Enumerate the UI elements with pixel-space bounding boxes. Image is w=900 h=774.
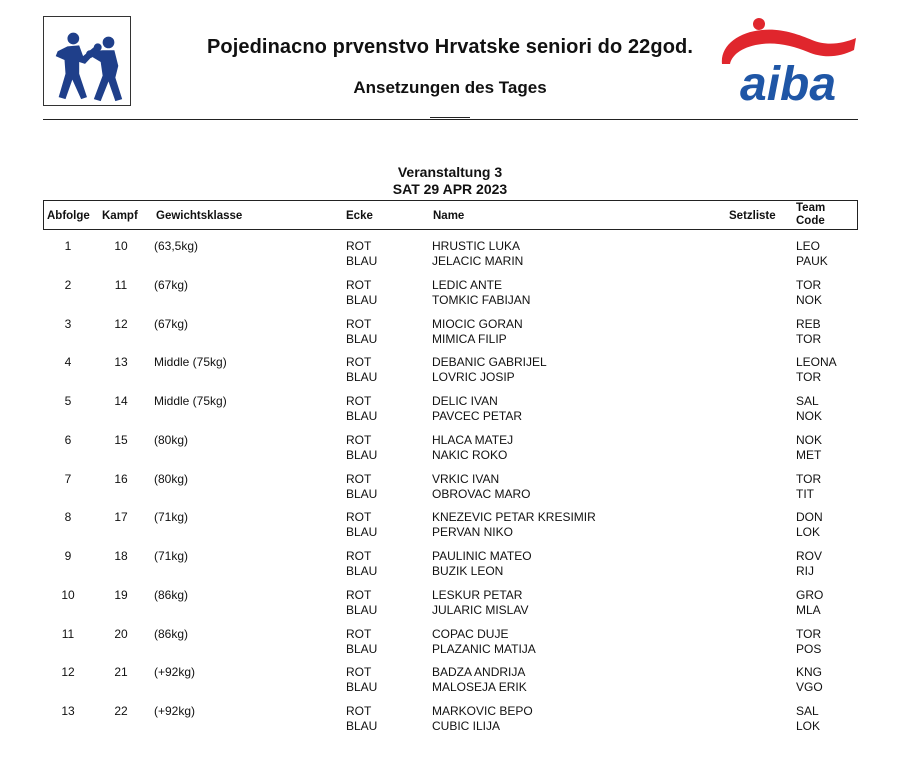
bout-name-rot: DELIC IVAN: [432, 394, 498, 408]
bout-gewichtsklasse: (86kg): [154, 587, 189, 602]
col-abfolge: Abfolge: [47, 210, 90, 222]
bout-kampf: 21: [114, 665, 128, 680]
bout-ecke-rot: ROT: [346, 665, 372, 680]
bout-kampf: 12: [114, 316, 128, 331]
col-gewichtsklasse: Gewichtsklasse: [156, 210, 243, 222]
bout-ecke-blau: BLAU: [346, 486, 378, 501]
bout-ecke-rot: ROT: [346, 704, 372, 718]
bout-ecke-rot: ROT: [346, 587, 372, 602]
bout-team-rot: KNG: [796, 665, 823, 680]
table-row: [0, 355, 900, 387]
bout-team-rot: REB: [796, 316, 821, 331]
bout-team-rot: ROV: [796, 549, 823, 563]
bout-team-rot: LEO: [796, 239, 821, 253]
table-row: [0, 278, 900, 310]
bout-team-rot: TOR: [796, 471, 822, 486]
bout-gewichtsklasse: (71kg): [154, 549, 189, 563]
bout-kampf: 18: [114, 549, 128, 563]
bout-team-rot: SAL: [796, 394, 819, 408]
bout-name-rot: KNEZEVIC PETAR KRESIMIR: [432, 510, 596, 525]
bout-ecke-blau: BLAU: [346, 525, 378, 540]
bout-ecke-blau: BLAU: [346, 370, 378, 385]
bout-ecke-blau: BLAU: [346, 641, 378, 656]
bout-gewichtsklasse: (80kg): [154, 471, 189, 486]
bout-gewichtsklasse: (71kg): [154, 510, 189, 525]
bout-name-blau: CUBIC ILIJA: [432, 719, 501, 733]
header-divider-mark: [430, 117, 470, 118]
col-ecke: Ecke: [346, 210, 373, 222]
bout-team-blau: LOK: [796, 525, 821, 540]
table-row: [0, 472, 900, 504]
col-team-line2: Code: [796, 215, 825, 227]
bout-gewichtsklasse: (67kg): [154, 277, 189, 292]
bout-abfolge: 11: [61, 626, 75, 641]
bout-name-blau: TOMKIC FABIJAN: [432, 292, 531, 307]
bout-gewichtsklasse: (+92kg): [154, 665, 196, 680]
bout-ecke-blau: BLAU: [346, 254, 378, 268]
bout-name-rot: MIOCIC GORAN: [432, 316, 523, 331]
bout-kampf: 13: [114, 355, 128, 370]
bout-abfolge: 7: [64, 471, 72, 486]
bout-ecke-rot: ROT: [346, 355, 372, 370]
bout-abfolge: 4: [64, 355, 72, 370]
bout-ecke-rot: ROT: [346, 432, 372, 447]
bout-team-rot: TOR: [796, 626, 822, 641]
bout-name-rot: LEDIC ANTE: [432, 277, 503, 292]
bout-name-blau: MALOSEJA ERIK: [432, 680, 527, 695]
table-row: [0, 704, 900, 736]
bout-name-blau: PAVCEC PETAR: [432, 409, 523, 423]
bout-gewichtsklasse: Middle (75kg): [154, 394, 227, 408]
bout-abfolge: 9: [64, 549, 72, 563]
bout-name-rot: HLACA MATEJ: [432, 432, 514, 447]
bout-name-blau: BUZIK LEON: [432, 564, 504, 578]
page-subtitle: Ansetzungen des Tages: [353, 78, 547, 97]
bout-team-blau: MLA: [796, 602, 821, 617]
bout-kampf: 20: [114, 626, 128, 641]
table-row: [0, 510, 900, 542]
bout-ecke-blau: BLAU: [346, 292, 378, 307]
bout-abfolge: 10: [61, 587, 75, 602]
col-name: Name: [433, 210, 465, 222]
bout-abfolge: 6: [64, 432, 72, 447]
bout-kampf: 10: [114, 239, 128, 253]
bout-team-blau: MET: [796, 447, 822, 462]
col-team-code: [796, 202, 825, 228]
bout-name-rot: LESKUR PETAR: [432, 587, 523, 602]
bout-team-blau: NOK: [796, 292, 823, 307]
bout-ecke-rot: ROT: [346, 394, 372, 408]
bout-team-blau: NOK: [796, 409, 823, 423]
bout-kampf: 19: [114, 587, 128, 602]
bout-kampf: 17: [114, 510, 128, 525]
bout-kampf: 11: [114, 277, 128, 292]
bout-ecke-rot: ROT: [346, 549, 372, 563]
bout-ecke-rot: ROT: [346, 626, 372, 641]
bout-abfolge: 5: [64, 394, 72, 408]
bout-abfolge: 1: [64, 239, 72, 253]
bout-team-rot: NOK: [796, 432, 823, 447]
bout-ecke-rot: ROT: [346, 316, 372, 331]
bout-ecke-rot: ROT: [346, 510, 372, 525]
bout-ecke-blau: BLAU: [346, 680, 378, 695]
bout-abfolge: 2: [64, 277, 72, 292]
aiba-dot: [753, 18, 765, 30]
bout-name-blau: JELACIC MARIN: [432, 254, 524, 268]
bout-abfolge: 13: [61, 704, 75, 718]
bout-ecke-blau: BLAU: [346, 602, 378, 617]
bout-kampf: 16: [114, 471, 128, 486]
bout-name-blau: NAKIC ROKO: [432, 447, 508, 462]
bout-kampf: 14: [114, 394, 128, 408]
event-heading: [0, 164, 900, 198]
bout-ecke-rot: ROT: [346, 471, 372, 486]
bout-team-blau: LOK: [796, 719, 821, 733]
bout-team-blau: VGO: [796, 680, 823, 695]
table-row: [0, 549, 900, 581]
bout-ecke-blau: BLAU: [346, 409, 378, 423]
bout-name-rot: DEBANIC GABRIJEL: [432, 355, 547, 370]
bout-team-rot: GRO: [796, 587, 824, 602]
table-row: [0, 317, 900, 349]
bout-team-rot: TOR: [796, 277, 822, 292]
bout-name-blau: LOVRIC JOSIP: [432, 370, 515, 385]
bout-ecke-blau: BLAU: [346, 331, 378, 346]
bout-abfolge: 8: [64, 510, 72, 525]
table-row: [0, 665, 900, 697]
event-date: SAT 29 APR 2023: [392, 181, 508, 197]
aiba-wordmark: aiba: [740, 58, 837, 106]
bout-gewichtsklasse: (86kg): [154, 626, 189, 641]
col-team-line1: Team: [796, 202, 826, 214]
bout-name-rot: COPAC DUJE: [432, 626, 509, 641]
col-setzliste: Setzliste: [729, 210, 776, 222]
bout-ecke-rot: ROT: [346, 277, 372, 292]
page-title: Pojedinacno prvenstvo Hrvatske seniori do 22god.: [206, 36, 694, 58]
table-row: [0, 588, 900, 620]
bout-abfolge: 3: [64, 316, 72, 331]
bout-team-rot: DON: [796, 510, 823, 525]
bout-name-blau: JULARIC MISLAV: [432, 602, 529, 617]
bout-team-rot: LEONA: [796, 355, 837, 370]
bout-abfolge: 12: [61, 665, 75, 680]
event-title: Veranstaltung 3: [397, 164, 503, 180]
bout-name-blau: OBROVAC MARO: [432, 486, 531, 501]
bout-name-rot: PAULINIC MATEO: [432, 549, 532, 563]
bout-team-blau: PAUK: [796, 254, 828, 268]
bout-team-blau: TOR: [796, 370, 822, 385]
bout-team-blau: POS: [796, 641, 822, 656]
table-row: [0, 433, 900, 465]
bout-gewichtsklasse: (+92kg): [154, 704, 196, 718]
bout-ecke-blau: BLAU: [346, 447, 378, 462]
bout-kampf: 22: [114, 704, 128, 718]
bout-ecke-blau: BLAU: [346, 564, 378, 578]
bout-kampf: 15: [114, 432, 128, 447]
header-divider: [43, 119, 858, 120]
bout-gewichtsklasse: (80kg): [154, 432, 189, 447]
table-row: [0, 627, 900, 659]
bout-gewichtsklasse: Middle (75kg): [154, 355, 227, 370]
bout-name-rot: MARKOVIC BEPO: [432, 704, 533, 718]
bout-team-blau: RIJ: [796, 564, 814, 578]
aiba-logo: [718, 18, 860, 106]
bout-name-rot: VRKIC IVAN: [432, 471, 500, 486]
bout-ecke-blau: BLAU: [346, 719, 378, 733]
bout-name-blau: PLAZANIC MATIJA: [432, 641, 536, 656]
bout-team-blau: TIT: [796, 486, 814, 501]
bout-name-rot: BADZA ANDRIJA: [432, 665, 526, 680]
bout-team-rot: SAL: [796, 704, 819, 718]
bout-gewichtsklasse: (63,5kg): [154, 239, 199, 253]
bout-name-blau: PERVAN NIKO: [432, 525, 513, 540]
bout-name-blau: MIMICA FILIP: [432, 331, 507, 346]
table-header: [43, 200, 858, 230]
bout-team-blau: TOR: [796, 331, 822, 346]
table-row: [0, 239, 900, 271]
bout-name-rot: HRUSTIC LUKA: [432, 239, 521, 253]
bout-ecke-rot: ROT: [346, 239, 372, 253]
col-kampf: Kampf: [102, 210, 138, 222]
table-row: [0, 394, 900, 426]
bout-gewichtsklasse: (67kg): [154, 316, 189, 331]
